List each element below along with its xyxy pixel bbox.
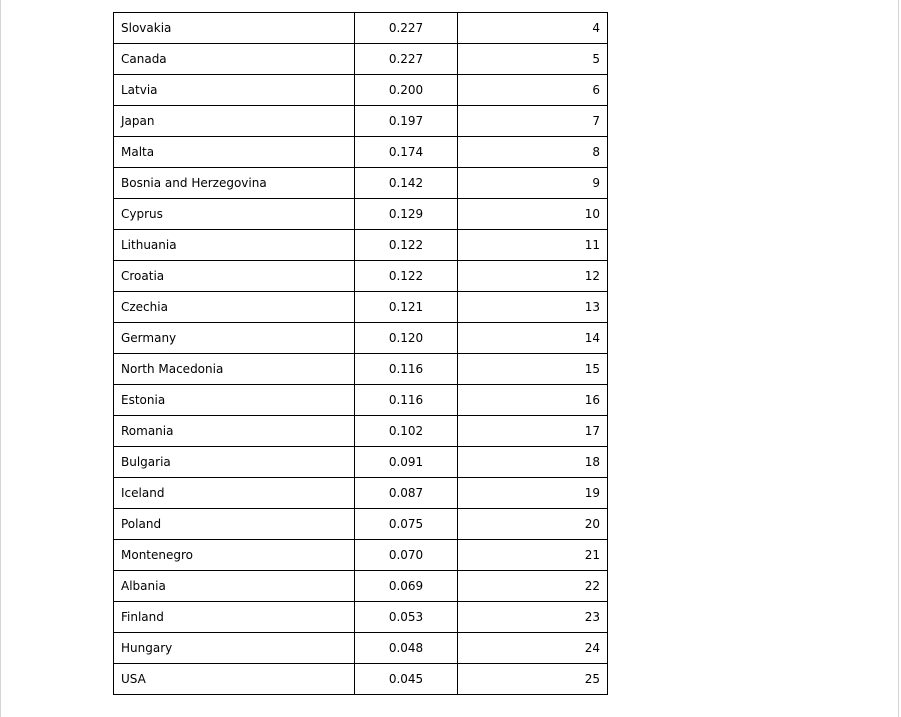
value-cell: 0.048 bbox=[355, 633, 458, 664]
table-row bbox=[114, 602, 608, 633]
table-row bbox=[114, 137, 608, 168]
value-cell: 0.197 bbox=[355, 106, 458, 137]
country-cell: Bulgaria bbox=[114, 447, 355, 478]
value-cell: 0.122 bbox=[355, 261, 458, 292]
rank-cell: 24 bbox=[458, 633, 608, 664]
value-cell: 0.053 bbox=[355, 602, 458, 633]
country-cell: Czechia bbox=[114, 292, 355, 323]
rank-cell: 7 bbox=[458, 106, 608, 137]
table-row bbox=[114, 633, 608, 664]
country-cell: Poland bbox=[114, 509, 355, 540]
table-row bbox=[114, 416, 608, 447]
table-row bbox=[114, 664, 608, 695]
value-cell: 0.227 bbox=[355, 13, 458, 44]
table-row bbox=[114, 261, 608, 292]
rank-cell: 19 bbox=[458, 478, 608, 509]
value-cell: 0.129 bbox=[355, 199, 458, 230]
table-row bbox=[114, 44, 608, 75]
country-cell: Albania bbox=[114, 571, 355, 602]
table-row bbox=[114, 478, 608, 509]
value-cell: 0.075 bbox=[355, 509, 458, 540]
rank-cell: 23 bbox=[458, 602, 608, 633]
rank-cell: 16 bbox=[458, 385, 608, 416]
country-cell: Cyprus bbox=[114, 199, 355, 230]
table-row bbox=[114, 199, 608, 230]
table-row bbox=[114, 354, 608, 385]
rank-cell: 6 bbox=[458, 75, 608, 106]
table-row bbox=[114, 323, 608, 354]
country-cell: Iceland bbox=[114, 478, 355, 509]
value-cell: 0.116 bbox=[355, 354, 458, 385]
country-cell: Latvia bbox=[114, 75, 355, 106]
table-row bbox=[114, 75, 608, 106]
rank-cell: 17 bbox=[458, 416, 608, 447]
table-row bbox=[114, 571, 608, 602]
country-cell: Malta bbox=[114, 137, 355, 168]
country-cell: Estonia bbox=[114, 385, 355, 416]
table-body bbox=[114, 13, 608, 695]
rank-cell: 20 bbox=[458, 509, 608, 540]
value-cell: 0.070 bbox=[355, 540, 458, 571]
value-cell: 0.102 bbox=[355, 416, 458, 447]
rank-cell: 21 bbox=[458, 540, 608, 571]
table-row bbox=[114, 509, 608, 540]
country-ranking-table bbox=[113, 12, 608, 695]
table-row bbox=[114, 13, 608, 44]
country-cell: Lithuania bbox=[114, 230, 355, 261]
value-cell: 0.091 bbox=[355, 447, 458, 478]
value-cell: 0.116 bbox=[355, 385, 458, 416]
rank-cell: 15 bbox=[458, 354, 608, 385]
table-row bbox=[114, 385, 608, 416]
country-cell: Japan bbox=[114, 106, 355, 137]
country-cell: Canada bbox=[114, 44, 355, 75]
rank-cell: 11 bbox=[458, 230, 608, 261]
rank-cell: 5 bbox=[458, 44, 608, 75]
rank-cell: 9 bbox=[458, 168, 608, 199]
rank-cell: 14 bbox=[458, 323, 608, 354]
country-cell: Hungary bbox=[114, 633, 355, 664]
country-cell: Finland bbox=[114, 602, 355, 633]
country-cell: Germany bbox=[114, 323, 355, 354]
country-cell: Romania bbox=[114, 416, 355, 447]
value-cell: 0.122 bbox=[355, 230, 458, 261]
rank-cell: 22 bbox=[458, 571, 608, 602]
rank-cell: 18 bbox=[458, 447, 608, 478]
country-cell: Croatia bbox=[114, 261, 355, 292]
table-row bbox=[114, 106, 608, 137]
rank-cell: 8 bbox=[458, 137, 608, 168]
table-row bbox=[114, 292, 608, 323]
rank-cell: 4 bbox=[458, 13, 608, 44]
rank-cell: 25 bbox=[458, 664, 608, 695]
country-cell: Bosnia and Herzegovina bbox=[114, 168, 355, 199]
value-cell: 0.121 bbox=[355, 292, 458, 323]
value-cell: 0.200 bbox=[355, 75, 458, 106]
value-cell: 0.120 bbox=[355, 323, 458, 354]
country-cell: Montenegro bbox=[114, 540, 355, 571]
rank-cell: 10 bbox=[458, 199, 608, 230]
rank-cell: 13 bbox=[458, 292, 608, 323]
rank-cell: 12 bbox=[458, 261, 608, 292]
value-cell: 0.174 bbox=[355, 137, 458, 168]
table-row bbox=[114, 540, 608, 571]
value-cell: 0.142 bbox=[355, 168, 458, 199]
value-cell: 0.045 bbox=[355, 664, 458, 695]
country-cell: Slovakia bbox=[114, 13, 355, 44]
country-cell: North Macedonia bbox=[114, 354, 355, 385]
table-row bbox=[114, 168, 608, 199]
country-cell: USA bbox=[114, 664, 355, 695]
table-row bbox=[114, 230, 608, 261]
value-cell: 0.069 bbox=[355, 571, 458, 602]
value-cell: 0.227 bbox=[355, 44, 458, 75]
value-cell: 0.087 bbox=[355, 478, 458, 509]
table-row bbox=[114, 447, 608, 478]
